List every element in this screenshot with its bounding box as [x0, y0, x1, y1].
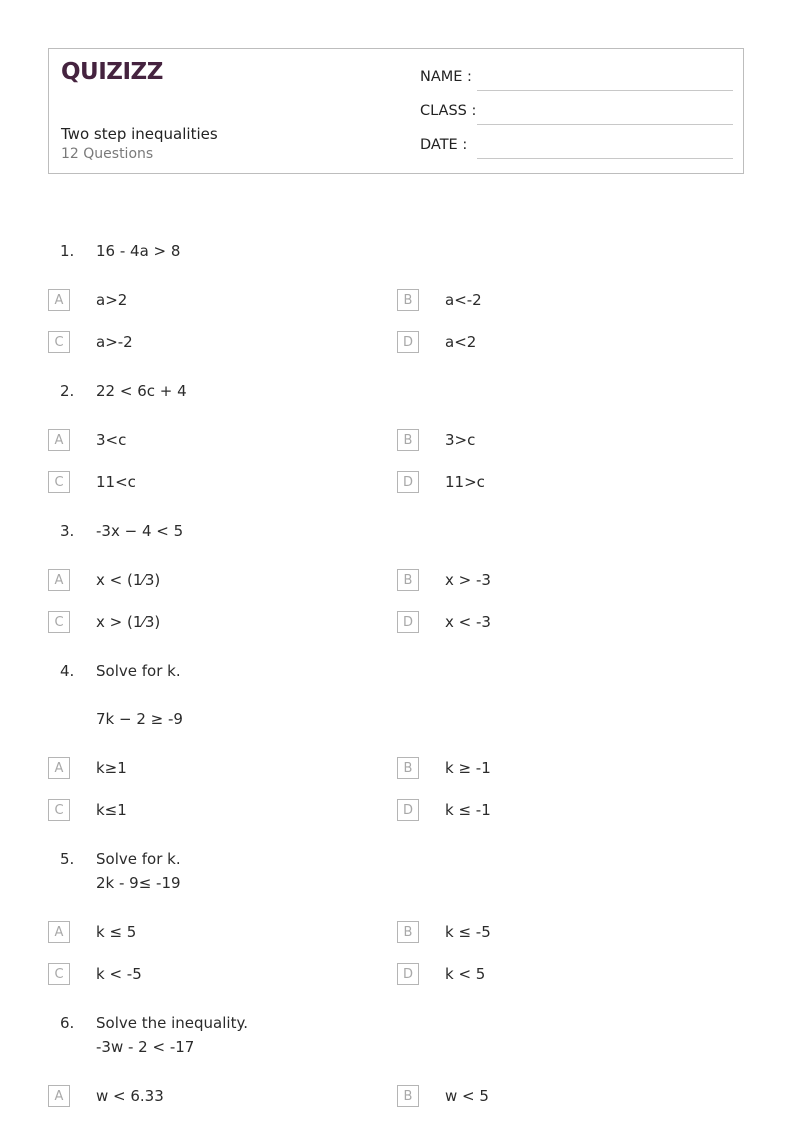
question-number: 1.	[60, 242, 75, 260]
question-number: 3.	[60, 522, 75, 540]
question-number: 2.	[60, 382, 75, 400]
option-text: 3<c	[96, 431, 127, 449]
question-number: 5.	[60, 850, 75, 868]
name-line	[477, 90, 733, 91]
question-number: 6.	[60, 1014, 75, 1032]
option-text: a<2	[445, 333, 477, 351]
option-letter-box[interactable]: A	[48, 429, 70, 451]
option-letter-box[interactable]: D	[397, 963, 419, 985]
name-label: NAME :	[420, 69, 472, 85]
option-text: x < -3	[445, 613, 491, 631]
option-text: 3>c	[445, 431, 476, 449]
option-letter-box[interactable]: B	[397, 921, 419, 943]
question-text: 16 - 4a > 8	[96, 242, 181, 260]
class-field[interactable]	[420, 101, 733, 125]
option-letter-box[interactable]: A	[48, 569, 70, 591]
option-text: k ≤ 5	[96, 923, 137, 941]
option-text: w < 5	[445, 1087, 489, 1105]
question-expression: 7k − 2 ≥ -9	[96, 710, 183, 728]
option-letter-box[interactable]: A	[48, 289, 70, 311]
question-expression: -3w - 2 < -17	[96, 1038, 195, 1056]
option-letter-box[interactable]: D	[397, 471, 419, 493]
quizizz-logo: QUIZIZZ	[61, 59, 163, 85]
option-letter-box[interactable]: B	[397, 429, 419, 451]
option-letter-box[interactable]: B	[397, 1085, 419, 1107]
option-letter-box[interactable]: C	[48, 963, 70, 985]
option-letter-box[interactable]: C	[48, 799, 70, 821]
date-line	[477, 158, 733, 159]
option-text: k≥1	[96, 759, 127, 777]
option-text: k ≥ -1	[445, 759, 491, 777]
question-text: Solve for k.	[96, 662, 181, 680]
option-letter-box[interactable]: C	[48, 471, 70, 493]
option-text: a>2	[96, 291, 128, 309]
option-text: a<-2	[445, 291, 482, 309]
worksheet-header	[48, 48, 744, 174]
question-expression: 2k - 9≤ -19	[96, 874, 181, 892]
option-letter-box[interactable]: A	[48, 757, 70, 779]
option-text: x > -3	[445, 571, 491, 589]
worksheet-title: Two step inequalities	[61, 125, 218, 143]
option-text: a>-2	[96, 333, 133, 351]
class-line	[477, 124, 733, 125]
option-text: k < -5	[96, 965, 142, 983]
option-letter-box[interactable]: B	[397, 757, 419, 779]
date-field[interactable]	[420, 135, 733, 159]
option-text: x < (1⁄3)	[96, 571, 161, 589]
option-letter-box[interactable]: C	[48, 331, 70, 353]
option-letter-box[interactable]: D	[397, 331, 419, 353]
question-count: 12 Questions	[61, 146, 154, 162]
option-text: k≤1	[96, 801, 127, 819]
option-letter-box[interactable]: B	[397, 569, 419, 591]
question-text: -3x − 4 < 5	[96, 522, 184, 540]
option-text: 11>c	[445, 473, 485, 491]
option-letter-box[interactable]: D	[397, 611, 419, 633]
question-text: Solve the inequality.	[96, 1014, 248, 1032]
name-field[interactable]	[420, 67, 733, 91]
option-letter-box[interactable]: C	[48, 611, 70, 633]
option-text: 11<c	[96, 473, 136, 491]
question-text: 22 < 6c + 4	[96, 382, 187, 400]
option-text: k ≤ -1	[445, 801, 491, 819]
option-text: w < 6.33	[96, 1087, 164, 1105]
option-letter-box[interactable]: A	[48, 921, 70, 943]
date-label: DATE :	[420, 137, 468, 153]
option-text: k < 5	[445, 965, 486, 983]
option-letter-box[interactable]: D	[397, 799, 419, 821]
option-text: x > (1⁄3)	[96, 613, 161, 631]
question-number: 4.	[60, 662, 75, 680]
question-text: Solve for k.	[96, 850, 181, 868]
option-letter-box[interactable]: A	[48, 1085, 70, 1107]
option-letter-box[interactable]: B	[397, 289, 419, 311]
class-label: CLASS :	[420, 103, 477, 119]
option-text: k ≤ -5	[445, 923, 491, 941]
